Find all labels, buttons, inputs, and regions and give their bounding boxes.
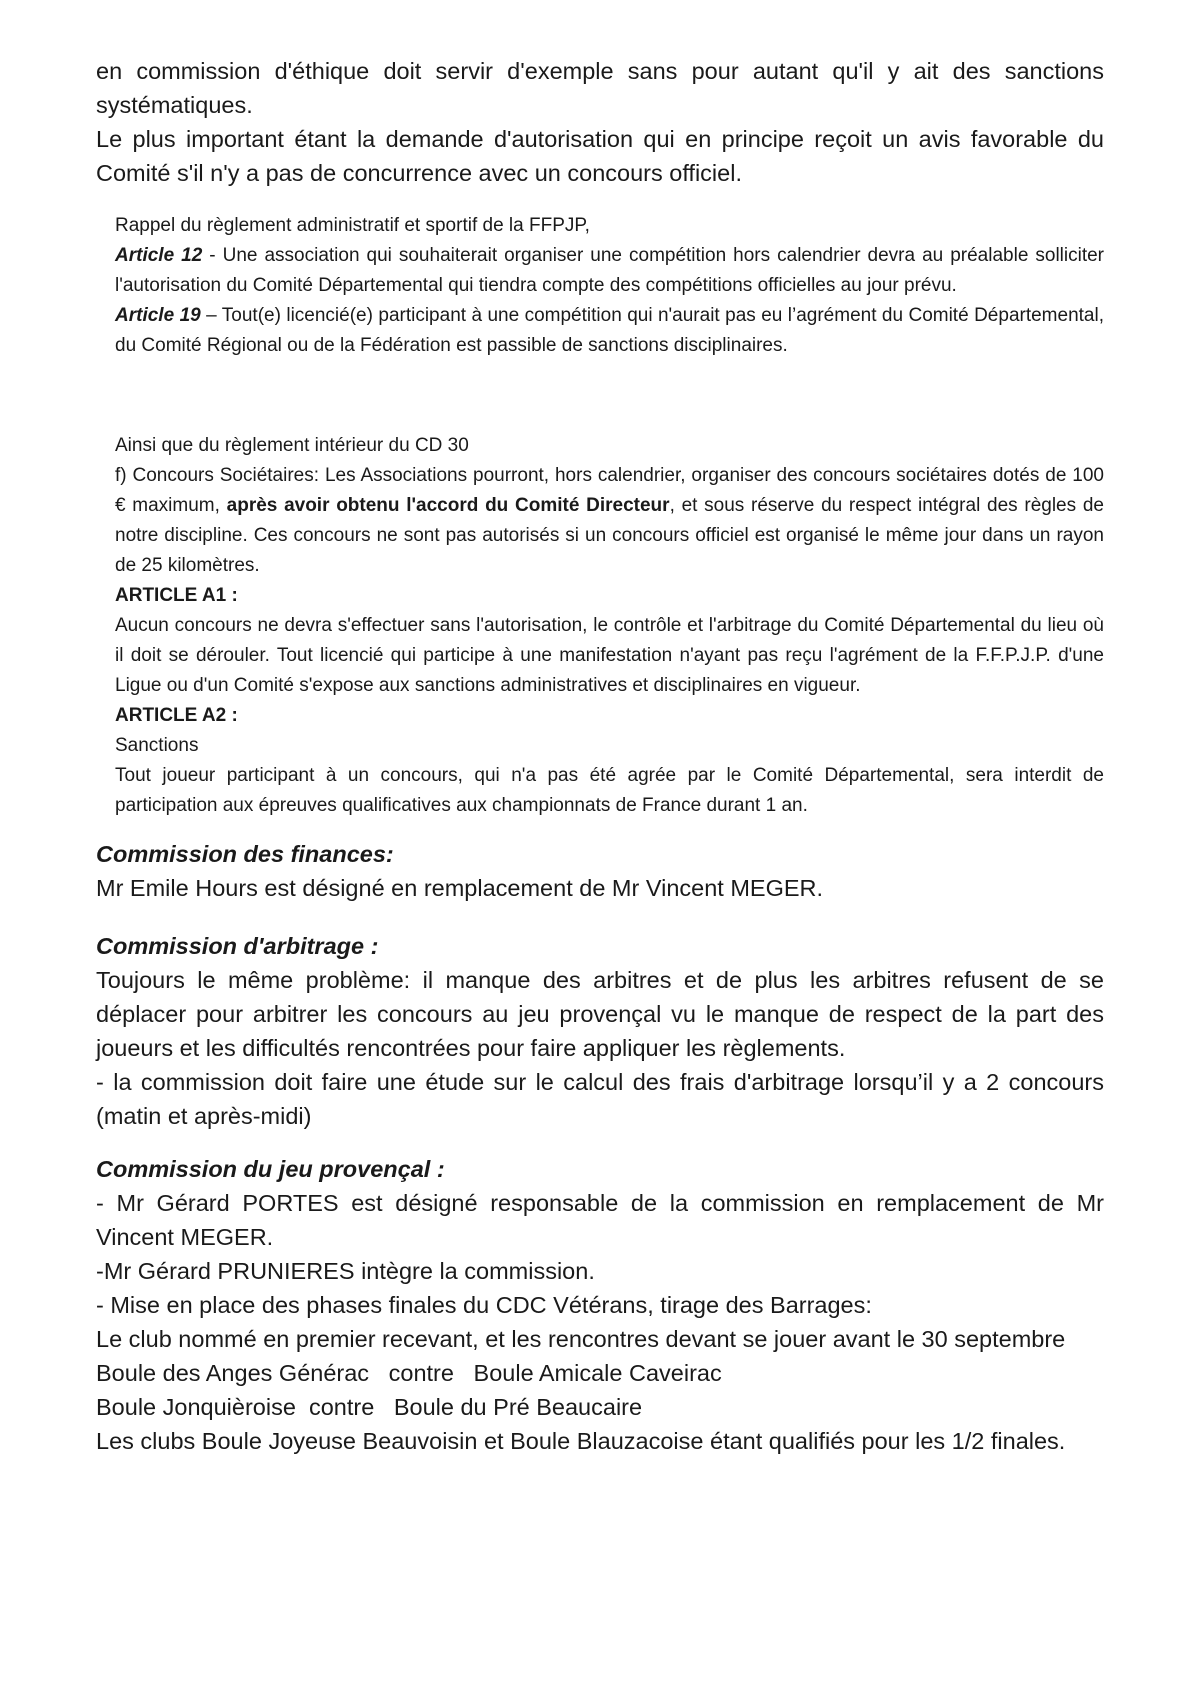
provencal-line-4: Le club nommé en premier recevant, et les rencontres devant se jouer avant le 30 septembre [96,1326,1066,1352]
finances-heading: Commission des finances: [96,841,394,867]
ffpjp-rules-block [115,211,1104,361]
provencal-match-2: Boule Jonquièroise contre Boule du Pré Beaucaire [96,1394,643,1420]
concours-societaires-text-2: , et sous réserve du respect intégral des règles de notre discipline. Ces concours ne sont pas autorisés si un concours officiel est organisé le même jour dans un rayon de 25 kilomètres. [115,495,1104,576]
ffpjp-rappel: Rappel du règlement administratif et sportif de la FFPJP, [115,215,590,236]
finances-section [96,837,1104,905]
article-a2-label: ARTICLE A2 : [115,705,238,726]
article-19 [115,301,1104,361]
provencal-heading: Commission du jeu provençal : [96,1156,445,1182]
arbitrage-heading: Commission d'arbitrage : [96,933,379,959]
arbitrage-section [96,929,1104,1133]
arbitrage-paragraph-1: Toujours le même problème: il manque des arbitres et de plus les arbitres refusent de se déplacer pour arbitrer les concours au jeu provençal vu le manque de respect de la part des joueurs et les difficultés rencontrées pour faire appliquer les règlements. [96,967,1104,1061]
provencal-line-3: - Mise en place des phases finales du CDC Vétérans, tirage des Barrages: [96,1292,872,1318]
article-a1-label: ARTICLE A1 : [115,585,238,606]
provencal-line-7: Les clubs Boule Joyeuse Beauvoisin et Boule Blauzacoise étant qualifiés pour les 1/2 finales. [96,1428,1066,1454]
article-a1-text: Aucun concours ne devra s'effectuer sans l'autorisation, le contrôle et l'arbitrage du Comité Départemental du lieu où il doit se dérouler. Tout licencié qui participe à une manifestation n'ayant pas reçu l'agrément de la F.F.P.J.P. d'une Ligue ou d'un Comité s'expose aux sanctions administratives et disciplinaires en vigueur. [115,615,1104,696]
article-a2-subtitle: Sanctions [115,735,199,756]
article-12-label: Article 12 [115,245,203,266]
article-12 [115,241,1104,301]
intro-paragraph-1: en commission d'éthique doit servir d'exemple sans pour autant qu'il y ait des sanctions systématiques. [96,58,1104,118]
article-12-text: - Une association qui souhaiterait organiser une compétition hors calendrier devra au préalable solliciter l'autorisation du Comité Départemental qui tiendra compte des compétitions officielles au jour prévu. [115,245,1105,296]
cd30-intro: Ainsi que du règlement intérieur du CD 30 [115,435,469,456]
provencal-section [96,1152,1104,1458]
provencal-line-2: -Mr Gérard PRUNIERES intègre la commission. [96,1258,595,1284]
concours-societaires [115,461,1104,581]
concours-societaires-bold: après avoir obtenu l'accord du Comité Directeur [226,495,670,516]
article-a2-text: Tout joueur participant à un concours, qui n'a pas été agrée par le Comité Départemental, sera interdit de participation aux épreuves qualificatives aux championnats de France durant 1 an. [115,765,1104,816]
intro-block [96,54,1104,190]
concours-societaires-text-1: f) Concours Sociétaires: Les Associations pourront, hors calendrier, organiser des concours sociétaires dotés de 100 € maximum, [115,465,1104,516]
provencal-match-1: Boule des Anges Générac contre Boule Amicale Caveirac [96,1360,722,1386]
arbitrage-paragraph-2: - la commission doit faire une étude sur le calcul des frais d'arbitrage lorsqu’il y a 2 concours (matin et après-midi) [96,1069,1104,1129]
finances-text: Mr Emile Hours est désigné en remplacement de Mr Vincent MEGER. [96,875,824,901]
article-19-text: – Tout(e) licencié(e) participant à une compétition qui n'aurait pas eu l’agrément du Comité Départemental, du Comité Régional ou de la Fédération est passible de sanctions disciplinaires. [115,305,1104,356]
provencal-line-1: - Mr Gérard PORTES est désigné responsable de la commission en remplacement de Mr Vincent MEGER. [96,1190,1104,1250]
intro-paragraph-2: Le plus important étant la demande d'autorisation qui en principe reçoit un avis favorable du Comité s'il n'y a pas de concurrence avec un concours officiel. [96,126,1104,186]
article-19-label: Article 19 [115,305,201,326]
cd30-rules-block [115,431,1104,821]
